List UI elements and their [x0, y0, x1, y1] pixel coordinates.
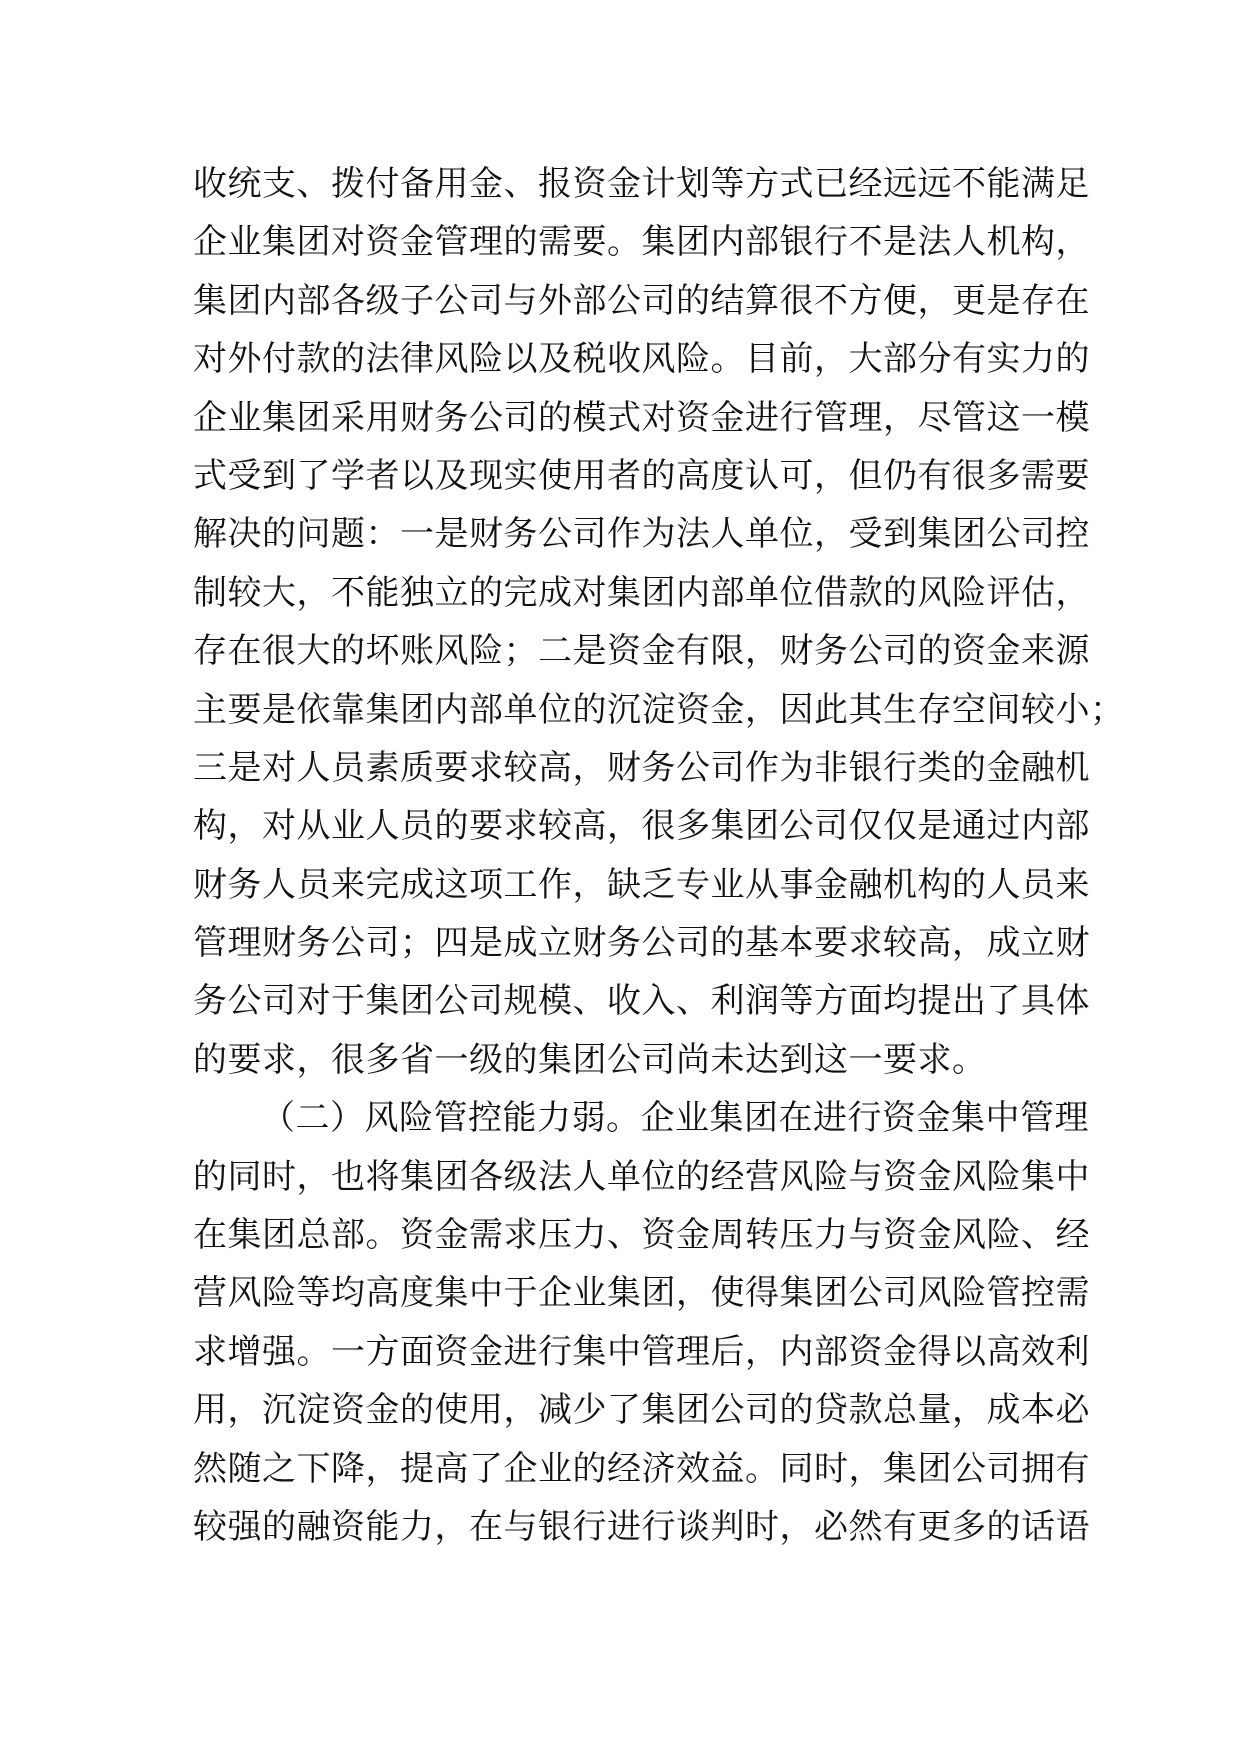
- text-line: 务公司对于集团公司规模、收入、利润等方面均提出了具体: [193, 981, 1090, 1022]
- text-line: 解决的问题：一是财务公司作为法人单位，受到集团公司控: [193, 514, 1090, 555]
- text-line: 式受到了学者以及现实使用者的高度认可，但仍有很多需要: [193, 455, 1090, 496]
- text-line: 主要是依靠集团内部单位的沉淀资金，因此其生存空间较小；: [193, 689, 1125, 730]
- text-line: 对外付款的法律风险以及税收风险。目前，大部分有实力的: [193, 339, 1090, 380]
- text-line: 财务人员来完成这项工作，缺乏专业从事金融机构的人员来: [193, 864, 1090, 905]
- text-line: 三是对人员素质要求较高，财务公司作为非银行类的金融机: [193, 747, 1090, 788]
- section-heading-line: （二）风险管控能力弱。企业集团在进行资金集中管理: [261, 1098, 1089, 1139]
- text-line: 集团内部各级子公司与外部公司的结算很不方便，更是存在: [193, 280, 1090, 321]
- text-line: 然随之下降，提高了企业的经济效益。同时，集团公司拥有: [193, 1448, 1090, 1489]
- text-line: 在集团总部。资金需求压力、资金周转压力与资金风险、经: [193, 1215, 1090, 1256]
- text-line: 存在很大的坏账风险；二是资金有限，财务公司的资金来源: [193, 631, 1090, 672]
- text-line: 营风险等均高度集中于企业集团，使得集团公司风险管控需: [193, 1273, 1090, 1314]
- text-line: 用，沉淀资金的使用，减少了集团公司的贷款总量，成本必: [193, 1390, 1090, 1431]
- text-line: 较强的融资能力，在与银行进行谈判时，必然有更多的话语: [193, 1506, 1090, 1547]
- text-line: 构，对从业人员的要求较高，很多集团公司仅仅是通过内部: [193, 806, 1090, 847]
- text-line: 收统支、拨付备用金、报资金计划等方式已经远远不能满足: [193, 164, 1090, 204]
- body-text: [193, 155, 1125, 1556]
- text-line: 企业集团采用财务公司的模式对资金进行管理，尽管这一模: [193, 397, 1090, 438]
- text-line: 制较大，不能独立的完成对集团内部单位借款的风险评估，: [193, 572, 1090, 613]
- paragraph-end-line: 的要求，很多省一级的集团公司尚未达到这一要求。: [193, 1039, 987, 1080]
- text-line: 的同时，也将集团各级法人单位的经营风险与资金风险集中: [193, 1156, 1090, 1197]
- text-line: 企业集团对资金管理的需要。集团内部银行不是法人机构，: [193, 222, 1090, 263]
- text-line: 管理财务公司；四是成立财务公司的基本要求较高，成立财: [193, 923, 1090, 964]
- text-line: 求增强。一方面资金进行集中管理后，内部资金得以高效利: [193, 1331, 1090, 1372]
